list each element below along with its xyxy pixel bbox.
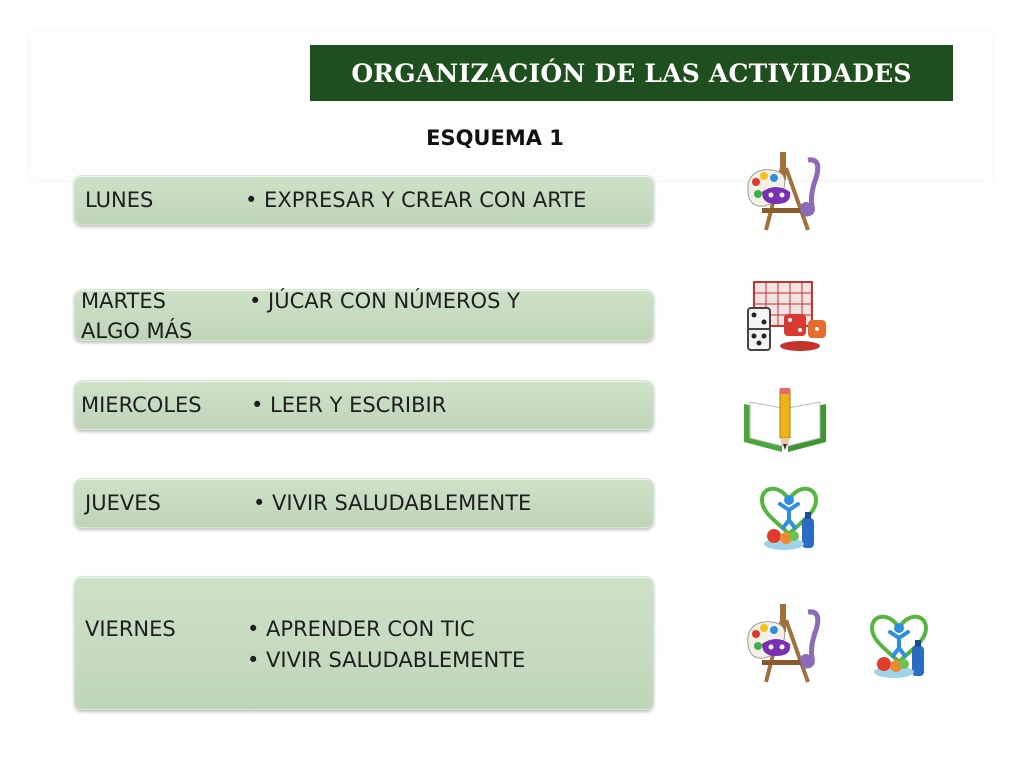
games-dice-icon <box>738 280 832 354</box>
day-label: MIERCOLES <box>81 393 202 417</box>
healthy-life-icon <box>868 606 930 682</box>
activity-line-continued: ALGO MÁS <box>81 319 193 343</box>
title-banner <box>310 45 953 101</box>
activity-line: • EXPRESAR Y CREAR CON ARTE <box>245 188 587 212</box>
schedule-row-lunes <box>74 175 654 225</box>
schedule-row-miercoles <box>74 380 654 430</box>
schedule-row-martes <box>74 289 654 341</box>
art-palette-icon <box>742 148 832 234</box>
activity-line: • VIVIR SALUDABLEMENTE <box>253 491 532 515</box>
book-pencil-icon <box>740 386 830 456</box>
day-label: MARTES <box>81 289 166 313</box>
schedule-row-jueves <box>74 478 654 528</box>
activity-line: • JÚCAR CON NÚMEROS Y <box>249 289 520 313</box>
page-title: ORGANIZACIÓN DE LAS ACTIVIDADES <box>351 58 912 88</box>
day-label: LUNES <box>85 188 154 212</box>
page-subtitle: ESQUEMA 1 <box>426 126 564 150</box>
activity-line: • LEER Y ESCRIBIR <box>251 393 447 417</box>
art-palette-icon <box>742 600 832 686</box>
activity-line: • VIVIR SALUDABLEMENTE <box>247 648 526 672</box>
day-label: JUEVES <box>85 491 161 515</box>
healthy-life-icon <box>758 478 820 554</box>
day-label: VIERNES <box>85 617 176 641</box>
schedule-row-viernes <box>74 576 654 710</box>
activity-line: • APRENDER CON TIC <box>247 617 475 641</box>
